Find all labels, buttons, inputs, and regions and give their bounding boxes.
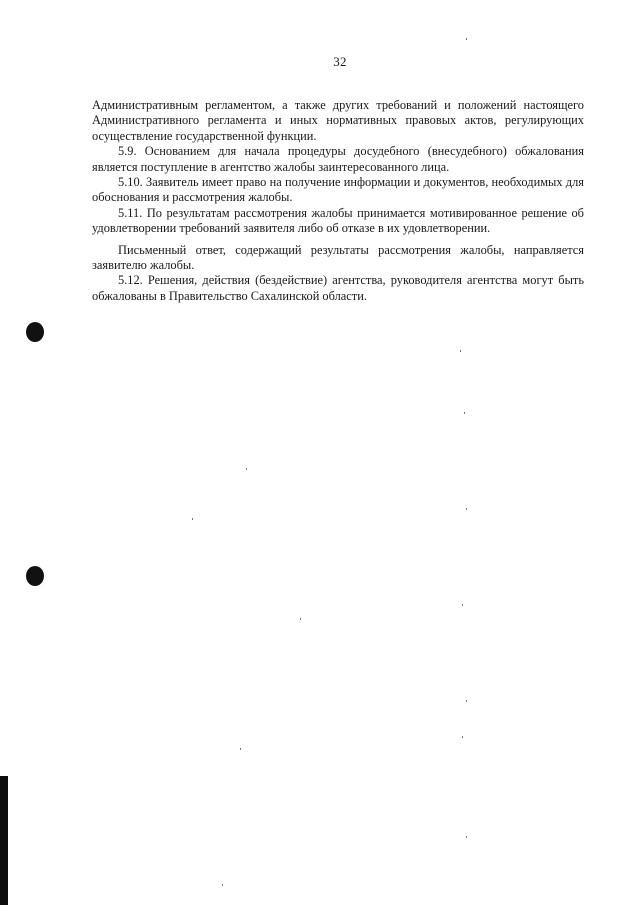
paragraph-5-12: 5.12. Решения, действия (бездействие) агентства, руководителя агентства могут быть обжалованы в Правительство Сахалинской области.	[92, 273, 584, 303]
paragraph-written-response: Письменный ответ, содержащий результаты рассмотрения жалобы, направляется заявителю жалобы.	[92, 242, 584, 273]
document-body	[92, 98, 584, 304]
paragraph-5-9: 5.9. Основанием для начала процедуры досудебного (внесудебного) обжалования является поступление в агентство жалобы заинтересованного лица.	[92, 144, 584, 174]
paragraph-continuation: Административным регламентом, а также других требований и положений настоящего Административного регламента и иных нормативных правовых актов, регулирующих осуществление государственной функции.	[92, 98, 584, 143]
binder-hole-bottom	[26, 566, 44, 586]
page-number: 32	[333, 54, 347, 69]
scan-edge-shadow	[0, 776, 8, 905]
paragraph-5-10: 5.10. Заявитель имеет право на получение информации и документов, необходимых для обоснования и рассмотрения жалобы.	[92, 175, 584, 205]
paragraph-5-11: 5.11. По результатам рассмотрения жалобы принимается мотивированное решение об удовлетворении требований заявителя либо об отказе в их удовлетворении.	[92, 205, 584, 236]
binder-hole-top	[26, 322, 44, 342]
